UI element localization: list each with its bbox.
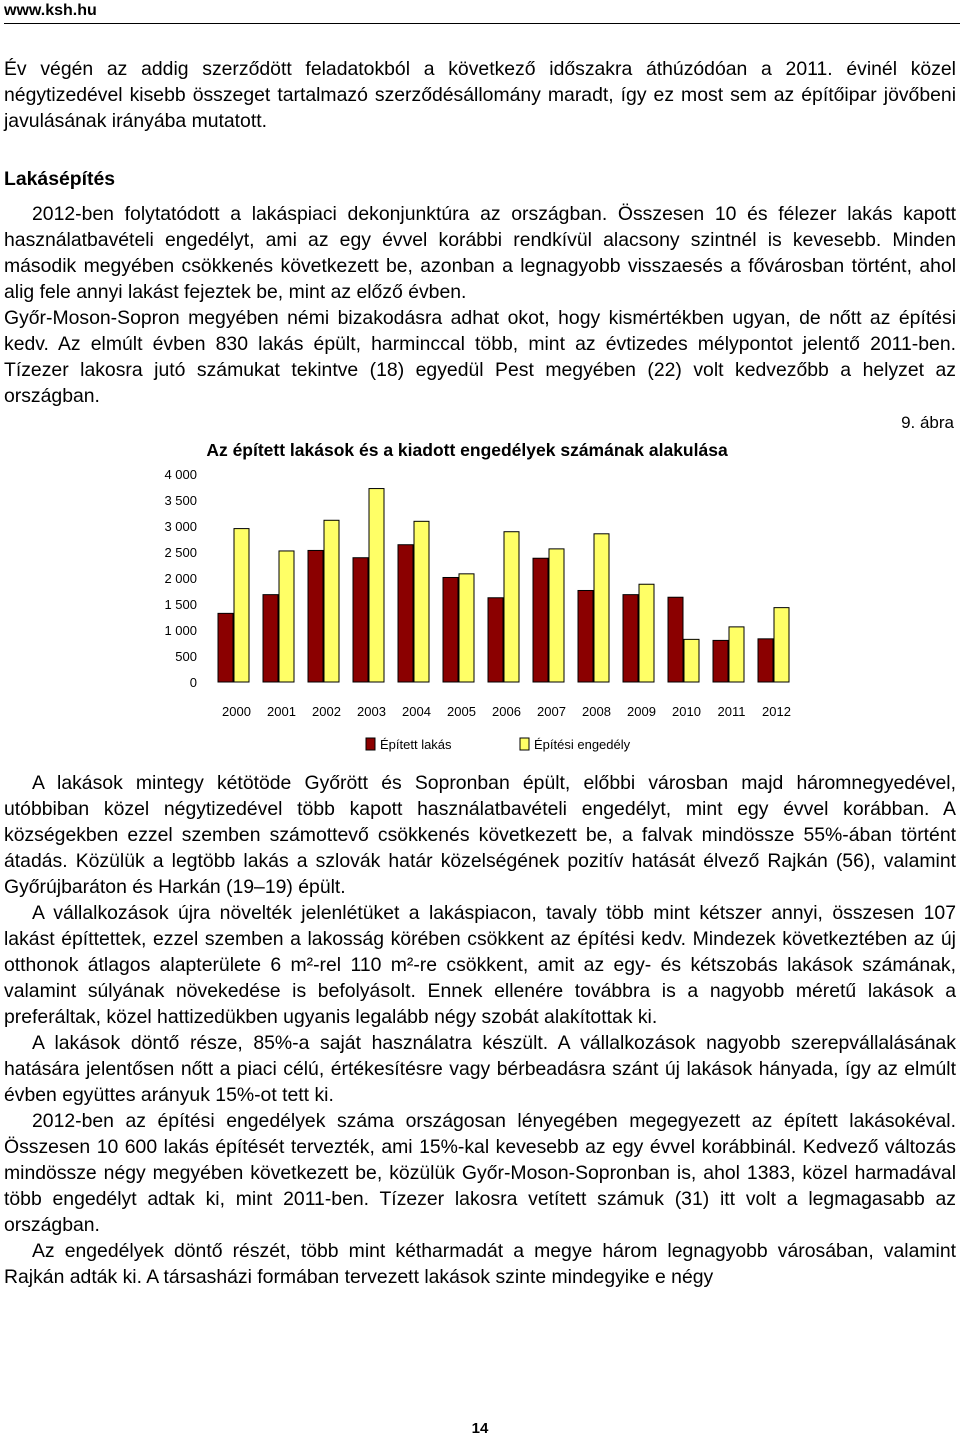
bar-built [218, 613, 233, 682]
bar-built [758, 639, 773, 682]
x-tick-label: 2009 [627, 704, 656, 719]
page-number: 14 [471, 1420, 489, 1437]
chart-title: Az épített lakások és a kiadott engedélyek számának alakulása [206, 440, 728, 460]
paragraph: Győr-Moson-Sopron megyében némi bizakodásra adhat okot, hogy kismértékben ugyan, de nőtt az építési kedv. Az elmúlt évben 830 lakás épült, harminccal több, mint az évtizedes mélypontot jelentő 2011-ben. Tízezer lakosra jutó számukat tekintve (18) egyedül Pest megyében (22) volt kedvezőbb a helyzet az országban. [4, 307, 956, 407]
x-tick-label: 2006 [492, 704, 521, 719]
section-text [4, 201, 956, 409]
paragraph: 2012-ben folytatódott a lakáspiaci dekonjunktúra az országban. Összesen 10 és félezer lakás kapott használatbavételi engedélyt, ami az egy évvel korábbi rendkívül alacsony szintnél is kevesebb. Minden második megyében csökkenés következett be, azonban a legnagyobb visszaesés a fővárosban történt, ahol alig fele annyi lakást fejeztek be, mint az előző évben. [4, 203, 956, 303]
bar-built [308, 550, 323, 682]
y-tick-label: 3 000 [164, 519, 197, 534]
bar-permit [549, 549, 564, 682]
x-tick-label: 2001 [267, 704, 296, 719]
x-tick-label: 2012 [762, 704, 791, 719]
bar-permit [369, 489, 384, 682]
legend-label: Épített lakás [380, 737, 452, 752]
bar-built [533, 558, 548, 682]
x-tick-label: 2002 [312, 704, 341, 719]
bar-built [398, 545, 413, 682]
bar-permit [729, 627, 744, 682]
bar-built [488, 598, 503, 682]
bar-built [353, 558, 368, 682]
legend-swatch [520, 738, 529, 750]
bar-built [623, 595, 638, 682]
paragraph: 2012-ben az építési engedélyek száma országosan lényegében megegyezett az épített lakásokéval. Összesen 10 600 lakás építését tervezték, ami 15%-kal kevesebb az egy évvel korábbinál. Kedvező változás mindössze négy megyében következett be, közülük Győr-Moson-Sopronban is, ahol 1383, közel harmadával több engedélyt adtak ki, mint 2011-ben. Tízezer lakosra vetített számuk (31) itt volt a legmagasabb az országban. [4, 1110, 956, 1236]
y-tick-label: 0 [189, 675, 197, 690]
bar-built [668, 597, 683, 682]
bar-permit [639, 584, 654, 682]
paragraph: A vállalkozások újra növelték jelenlétüket a lakáspiacon, tavaly több mint kétszer annyi, összesen 107 lakást építtettek, ezzel szemben a lakosság körében csökkent az építési kedv. Mindezek következtében az új otthonok átlagos alapterülete 6 m²-rel 110 m²-re csökkent, amit az egy- és kétszobás lakások számának, valamint súlyának növekedése is befolyásolt. Ennek ellenére továbbra is a nagyobb méretű lakások a preferáltak, közel hattizedükben ugyanis legalább négy szobát alakítottak ki. [4, 902, 956, 1028]
bar-permit [684, 639, 699, 682]
section-heading: Lakásépítés [4, 168, 116, 190]
header-divider [4, 23, 960, 24]
y-tick-label: 3 500 [164, 493, 197, 508]
intro-paragraph: Év végén az addig szerződött feladatokból a következő időszakra áthúzódóan a 2011. évinél közel négytizedével kisebb összeget tartalmazó szerződésállomány maradt, így ez most sem az építőipar jövőbeni javulásának irányába mutatott. [4, 58, 956, 132]
paragraph: A lakások döntő része, 85%-a saját használatra készült. A vállalkozások nagyobb szerepvállalásának hatására jelentősen nőtt a piaci célú, értékesítésre vagy bérbeadásra szánt új lakások hányada, így az elmúlt évben együttes arányuk 15%-ot tett ki. [4, 1032, 956, 1106]
housing-chart [150, 430, 810, 760]
bar-permit [279, 551, 294, 682]
bar-permit [594, 534, 609, 682]
bar-built [713, 640, 728, 682]
bar-built [578, 590, 593, 682]
y-tick-label: 1 000 [164, 623, 197, 638]
bar-permit [774, 608, 789, 682]
x-tick-label: 2008 [582, 704, 611, 719]
y-tick-label: 2 500 [164, 545, 197, 560]
paragraph: Az engedélyek döntő részét, több mint kétharmadát a megye három legnagyobb városában, valamint Rajkán adták ki. A társasházi formában tervezett lakások szinte mindegyike e négy [4, 1240, 956, 1288]
y-tick-label: 500 [175, 649, 197, 664]
legend-swatch [366, 738, 375, 750]
bar-permit [414, 521, 429, 682]
y-tick-label: 1 500 [164, 597, 197, 612]
legend-label: Építési engedély [534, 737, 631, 752]
bar-permit [504, 532, 519, 682]
x-tick-label: 2007 [537, 704, 566, 719]
bar-built [263, 595, 278, 682]
bar-permit [234, 529, 249, 682]
figure-label: 9. ábra [901, 413, 954, 432]
paragraph: A lakások mintegy kétötöde Győrött és Sopronban épült, előbbi városban majd háromnegyedével, utóbbiban közel négytizedével több kapott használatbavételi engedélyt, mint egy évvel korábban. A községekben ezzel szemben számottevő csökkenés következett be, a falvak mindössze 55%-ában történt átadás. Közülük a legtöbb lakás a szlovák határ közelségének pozitív hatását élvező Rajkán (56), valamint Győrújbaráton és Harkán (19–19) épült. [4, 772, 956, 898]
site-link[interactable]: www.ksh.hu [4, 2, 97, 19]
bar-built [443, 577, 458, 682]
x-tick-label: 2011 [717, 704, 746, 719]
x-tick-label: 2003 [357, 704, 386, 719]
x-tick-label: 2000 [222, 704, 251, 719]
x-tick-label: 2010 [672, 704, 701, 719]
bar-permit [324, 520, 339, 682]
y-tick-label: 2 000 [164, 571, 197, 586]
y-tick-label: 4 000 [164, 467, 197, 482]
x-tick-label: 2005 [447, 704, 476, 719]
x-tick-label: 2004 [402, 704, 431, 719]
after-text [4, 770, 956, 1290]
bar-permit [459, 574, 474, 682]
